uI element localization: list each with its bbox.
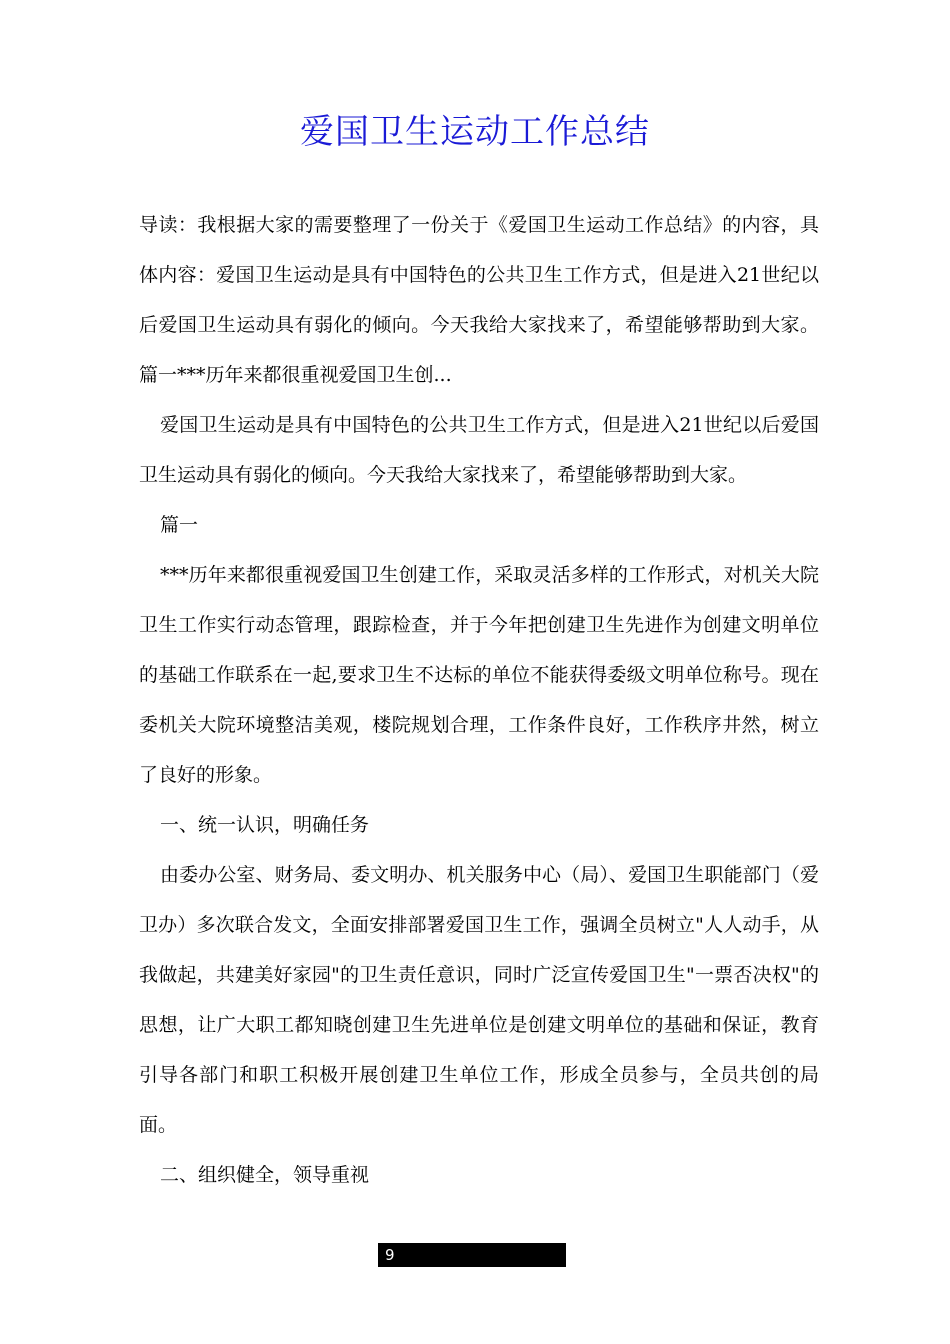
heading-2: 二、组织健全，领导重视 — [160, 1164, 370, 1186]
heading-1: 一、统一认识，明确任务 — [160, 814, 370, 836]
footer-bar — [378, 1243, 566, 1267]
paragraph-summary: 爱国卫生运动是具有中国特色的公共卫生工作方式，但是进入21世纪以后爱国卫生运动具有弱化的倾向。今天我给大家找来了，希望能够帮助到大家。 — [139, 414, 819, 486]
paragraph-intro: 导读：我根据大家的需要整理了一份关于《爱国卫生运动工作总结》的内容，具体内容：爱国卫生运动是具有中国特色的公共卫生工作方式，但是进入21世纪以后爱国卫生运动具有弱化的倾向。今天我给大家找来了，希望能够帮助到大家。篇一***历年来都很重视爱国卫生创... — [139, 214, 819, 386]
document-title: 爱国卫生运动工作总结 — [300, 112, 650, 152]
section-label: 篇一 — [160, 514, 199, 536]
document-body — [139, 200, 819, 1200]
page-number: 9 — [385, 1246, 395, 1264]
paragraph-section-1: 由委办公室、财务局、委文明办、机关服务中心（局）、爱国卫生职能部门（爱卫办）多次联合发文，全面安排部署爱国卫生工作，强调全员树立"人人动手，从我做起，共建美好家园"的卫生责任意识，同时广泛宣传爱国卫生"一票否决权"的思想，让广大职工都知晓创建卫生先进单位是创建文明单位的基础和保证，教育引导各部门和职工积极开展创建卫生单位工作，形成全员参与，全员共创的局面。 — [139, 864, 819, 1136]
paragraph-overview: ***历年来都很重视爱国卫生创建工作，采取灵活多样的工作形式，对机关大院卫生工作实行动态管理，跟踪检查，并于今年把创建卫生先进作为创建文明单位的基础工作联系在一起,要求卫生不达标的单位不能获得委级文明单位称号。现在委机关大院环境整洁美观，楼院规划合理，工作条件良好，工作秩序井然，树立了良好的形象。 — [139, 564, 819, 786]
